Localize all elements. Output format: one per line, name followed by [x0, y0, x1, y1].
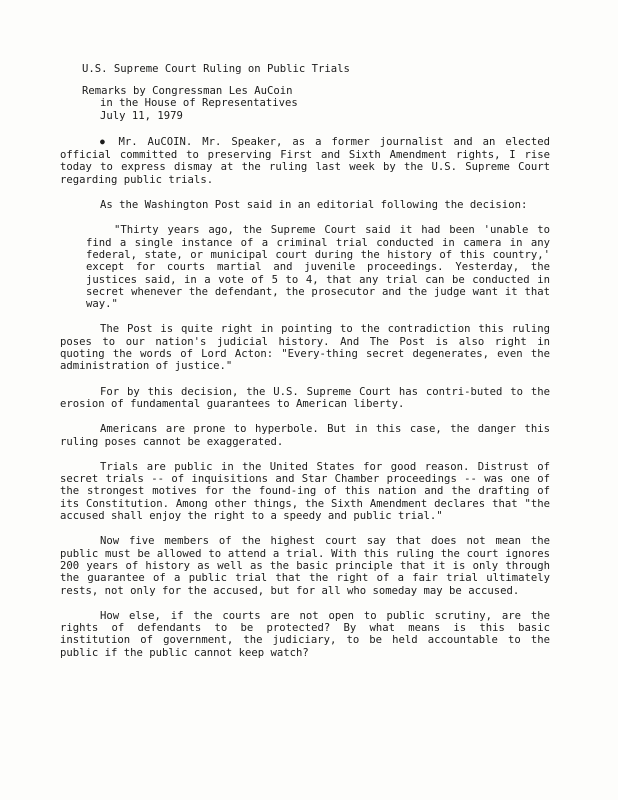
paragraph-post-right: The Post is quite right in pointing to the contradiction this ruling poses to our nation's judicial history. And The Post is also right in quoting the words of Lord Acton: "Every-thing secret degenerates, even the administration of justice." — [60, 323, 550, 373]
block-quote: "Thirty years ago, the Supreme Court said it had been 'unable to find a single instance of a criminal trial conducted in camera in any federal, state, or municipal court during the history of this country,' except for courts martial and juvenile proceedings. Yesterday, the justices said, in a vote of 5 to 4, that any trial can be conducted in secret whenever the defendant, the prosecutor and the judge want it that way." — [86, 224, 550, 311]
paragraph-opening-text: Mr. AuCOIN. Mr. Speaker, as a former journalist and an elected official committed to preserving First and Sixth Amendment rights, I rise today to express dismay at the ruling last week by the U.S. Supreme Court regarding public trials. — [60, 135, 550, 186]
remarks-header — [82, 85, 550, 122]
paragraph-hyperbole: Americans are prone to hyperbole. But in this case, the danger this ruling poses cannot be exaggerated. — [60, 423, 550, 448]
remarks-venue: in the House of Representatives — [100, 97, 298, 110]
paragraph-post-intro: As the Washington Post said in an editorial following the decision: — [100, 199, 528, 212]
paragraph-how-else: How else, if the courts are not open to public scrutiny, are the rights of defendants to be protected? By what means is this basic institution of government, the judiciary, to be held accountable to the public if the public cannot keep watch? — [60, 609, 550, 659]
document-title: U.S. Supreme Court Ruling on Public Trials — [82, 63, 350, 75]
remarks-date: July 11, 1979 — [100, 109, 183, 122]
paragraph-five-members: Now five members of the highest court say that does not mean the public must be allowed to attend a trial. With this ruling the court ignores 200 years of history as well as the basic principle that it is only through the guarantee of a public trial that the right of a fair trial ultimately rests, not only for the accused, but for all who someday may be accused. — [60, 535, 550, 597]
paragraph-opening — [60, 136, 550, 186]
paragraph-trials-public: Trials are public in the United States for good reason. Distrust of secret trials -- of inquisitions and Star Chamber proceedings -- was one of the strongest motives for the found-ing of this nation and the drafting of its Constitution. Among other things, the Sixth Amendment declares that "the accused shall enjoy the right to a speedy and public trial." — [60, 460, 550, 523]
bullet-icon: ● — [100, 136, 109, 146]
remarks-speaker: Remarks by Congressman Les AuCoin — [82, 85, 293, 97]
document-body — [60, 63, 550, 659]
paragraph-erosion: For by this decision, the U.S. Supreme Court has contri-buted to the erosion of fundamental guarantees to American liberty. — [60, 385, 550, 410]
